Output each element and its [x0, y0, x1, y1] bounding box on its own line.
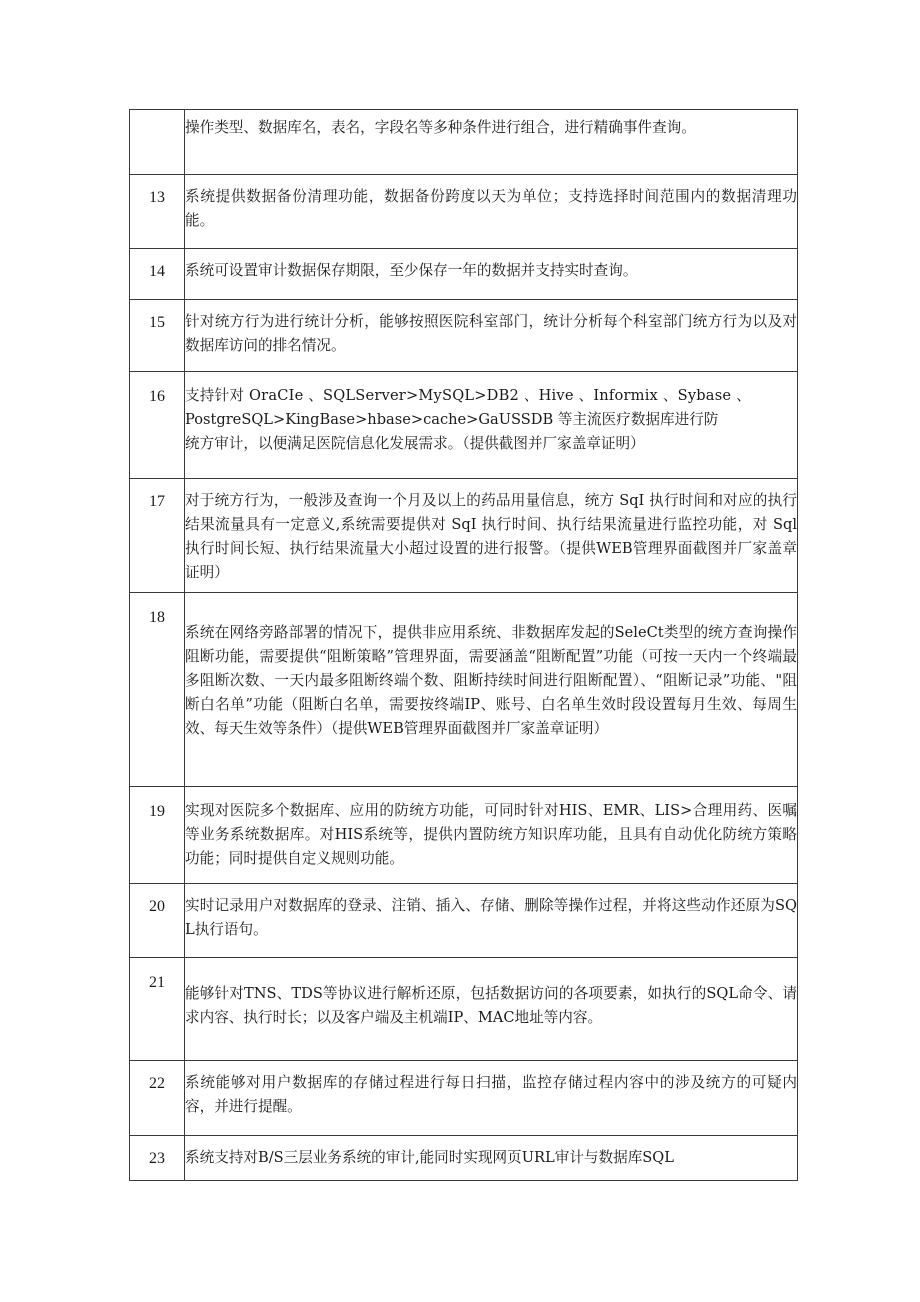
row-description	[185, 372, 798, 479]
row-number: 19	[130, 787, 185, 884]
row-number	[130, 110, 185, 175]
row-description-line: 统方审计，以便满足医院信息化发展需求。（提供截图并厂家盖章证明）	[185, 435, 645, 452]
row-description: 能够针对TNS、TDS等协议进行解析还原，包括数据访问的各项要素，如执行的SQL命令、请求内容、执行时长；以及客户端及主机端IP、MAC地址等内容。	[185, 958, 798, 1061]
table-row	[130, 787, 798, 884]
row-number: 23	[130, 1136, 185, 1181]
row-number: 17	[130, 479, 185, 593]
table-row	[130, 958, 798, 1061]
row-description: 系统能够对用户数据库的存储过程进行每日扫描，监控存储过程内容中的涉及统方的可疑内容，并进行提醒。	[185, 1061, 798, 1136]
row-number: 16	[130, 372, 185, 479]
table-row	[130, 110, 798, 175]
row-description: 系统支持对B/S三层业务系统的审计,能同时实现网页URL审计与数据库SQL	[185, 1136, 798, 1181]
row-number: 20	[130, 884, 185, 958]
row-description-line: PostgreSQL>KingBase>hbase>cache>GaUSSDB 等主流医疗数据库进行防	[185, 411, 719, 428]
table-row	[130, 1061, 798, 1136]
row-description: 系统可设置审计数据保存期限，至少保存一年的数据并支持实时查询。	[185, 249, 798, 300]
table-row	[130, 249, 798, 300]
row-description: 实时记录用户对数据库的登录、注销、插入、存储、删除等操作过程，并将这些动作还原为SQL执行语句。	[185, 884, 798, 958]
row-number: 21	[130, 958, 185, 1061]
requirements-table	[129, 109, 798, 1181]
row-number: 22	[130, 1061, 185, 1136]
row-number: 13	[130, 175, 185, 249]
row-description: 针对统方行为进行统计分析，能够按照医院科室部门，统计分析每个科室部门统方行为以及对数据库访问的排名情况。	[185, 300, 798, 372]
row-description-line: 支持针对 OraCIe 、SQLServer>MySQL>DB2 、Hive 、Informix 、Sybase 、	[185, 387, 751, 404]
row-description: 系统在网络旁路部署的情况下，提供非应用系统、非数据库发起的SeleCt类型的统方查询操作阻断功能，需要提供“阻断策略”管理界面，需要涵盖“阻断配置”功能（可按一天内一个终端最多阻断次数、一天内最多阻断终端个数、阻断持续时间进行阻断配置）、“阻断记录”功能、"阻断白名单”功能（阻断白名单，需要按终端IP、账号、白名单生效时段设置每月生效、每周生效、每天生效等条件）（提供WEB管理界面截图并厂家盖章证明）	[185, 593, 798, 787]
table-row	[130, 1136, 798, 1181]
row-number: 15	[130, 300, 185, 372]
table-row	[130, 372, 798, 479]
row-number: 14	[130, 249, 185, 300]
table-row	[130, 884, 798, 958]
table-row	[130, 300, 798, 372]
row-description: 实现对医院多个数据库、应用的防统方功能，可同时针对HIS、EMR、LIS>合理用药、医嘱等业务系统数据库。对HIS系统等，提供内置防统方知识库功能，且具有自动优化防统方策略功能；同时提供自定义规则功能。	[185, 787, 798, 884]
row-description: 对于统方行为，一般涉及查询一个月及以上的药品用量信息，统方 SqI 执行时间和对应的执行结果流量具有一定意义,系统需要提供对 SqI 执行时间、执行结果流量进行监控功能，对 Sql 执行时间长短、执行结果流量大小超过设置的进行报警。（提供WEB管理界面截图并厂家盖章证明）	[185, 479, 798, 593]
table-row	[130, 593, 798, 787]
table-row	[130, 175, 798, 249]
row-description: 操作类型、数据库名，表名，字段名等多种条件进行组合，进行精确事件查询。	[185, 110, 798, 175]
row-description: 系统提供数据备份清理功能，数据备份跨度以天为单位；支持选择时间范围内的数据清理功能。	[185, 175, 798, 249]
table-row	[130, 479, 798, 593]
row-number: 18	[130, 593, 185, 787]
